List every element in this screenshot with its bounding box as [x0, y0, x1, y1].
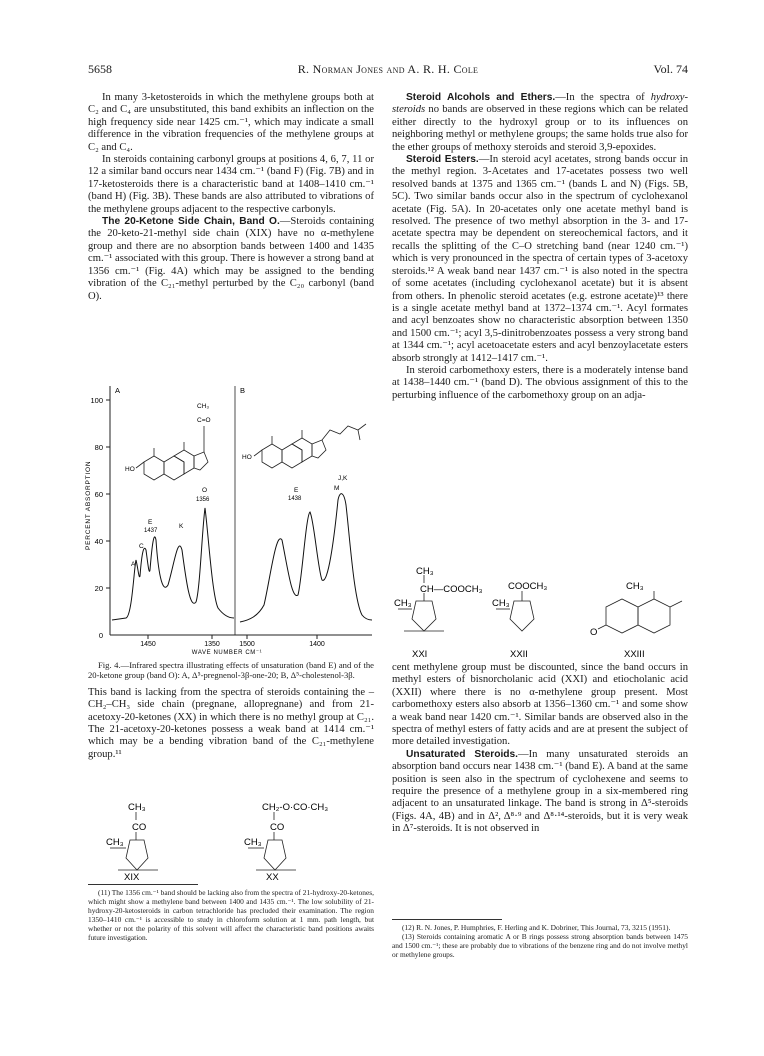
section-esters [392, 154, 688, 365]
xxiii-ring-ch3: CH₃ [626, 581, 644, 592]
xxii-label: XXII [510, 649, 528, 660]
x-ticks [140, 635, 325, 648]
footnote-13: (13) Steroids containing aromatic A or B rings possess strong absorption bands between 1475 and 1500 cm.⁻¹; these are probably due to vibrations of the benzene ring and do not involve methyl or methylene groups. [392, 932, 688, 959]
mol-a-ch3: CH₃ [197, 403, 210, 410]
xxii-ring-ch3: CH₃ [492, 598, 510, 609]
x-tick-label: 1400 [309, 641, 325, 648]
y-tick-label: 80 [94, 443, 103, 452]
section-text: —In many unsaturated steroids an absorption band occurs near 1438 cm.⁻¹ (band E). A band at the same position is seen also in the spectrum of cyclohexene and seems to require the presence of a methylene group in a six-membered ring adjacent to an unsaturated linkage. The band is strong in Δ⁵-steroids (Figs. 4A, 4B) and in Δ², Δ⁸·⁹ and Δ⁸·¹⁴-steroids, but it is very weak in Δ⁷-steroids. It is not observed in [392, 748, 688, 835]
y-axis-label: PERCENT ABSORPTION [85, 460, 92, 550]
band-label: O [202, 487, 208, 494]
y-tick-label: 20 [94, 584, 103, 593]
section-text: —Steroids containing the 20-keto-21-methyl side chain (XIX) have no α-methylene group and there are no absorption bands between 1400 and 1435 cm.⁻¹ associated with this group. There is however a strong band at 1356 cm.⁻¹ (Fig. 4A) which may be assigned to the bending vibration of the C₂₁-methyl perturbed by the C₂₀ carbonyl (band O). [88, 216, 375, 302]
y-tick-label: 40 [94, 537, 103, 546]
section-heading: Unsaturated Steroids. [406, 748, 519, 760]
left-column-lower [88, 660, 374, 761]
xxii-cooch3: COOCH₃ [508, 581, 548, 592]
figure-caption: Fig. 4.—Infrared spectra illustrating effects of unsaturation (band E) and of the 20-ketone group (band O): A, Δ⁵-pregnenol-3β-one-20; B, Δ⁵-cholestenol-3β. [88, 660, 374, 681]
italic-term: hydroxy-steroids [392, 92, 689, 116]
paragraph: In steroids containing carbonyl groups at positions 4, 6, 7, 11 or 12 a similar band occurs near 1434 cm.⁻¹ (band F) (Fig. 7B) and in 17-ketosteroids there is a characteristic band at 1408–1410 cm.⁻¹ (band H) (Fig. 3B). These bands are also attributed to vibrations of the methylene groups adjacent to the respective carbonyls. [88, 154, 374, 215]
y-tick-label: 60 [94, 490, 103, 499]
page-header [88, 62, 688, 78]
panel-a-label: A [115, 386, 121, 395]
footnote-11: (11) The 1356 cm.⁻¹ band should be lacking also from the spectra of 21-hydroxy-20-ketones, which might show a methylene band between 1400 and 1435 cm.⁻¹. The low solubility of 21-hydroxy-20-ketosteroids in carbon tetrachloride has precluded their examination. The region 1350–1410 cm.⁻¹ is accessible to study in chloroform solution at 1 mm. path length, but whether or not the polarity of this solvent will affect the characteristic band positions awaits future investigation. [88, 888, 374, 942]
footnote-rule [392, 919, 502, 920]
paragraph: This band is lacking from the spectra of steroids containing the –CH₂–CH₃ side chain (pregnane, allopregnane) and from 21-acetoxy-20-ketones (XX) in which there is no methyl group at C₂₁. The 21-acetoxy-20-ketones possess a weak band at 1414 cm.⁻¹ which may be a bending vibration band of the C₂₁-methylene group.¹¹ [88, 686, 374, 760]
band-label: K [179, 523, 184, 530]
paragraph: cent methylene group must be discounted, since the band occurs in methyl esters of bisnorcholanic acid (XXI) and etiocholanic acid (XXII) where there is no α-methylene group present. Most carbomethoxy esters also absorb at 1356–1360 cm.⁻¹ and some show a weak band near 1420 cm.⁻¹. Similar bands are observed also in the spectra of methyl esters of fatty acids and are at present the subject of more detailed investigation. [392, 662, 688, 748]
xx-ring-ch3: CH₃ [244, 837, 262, 848]
xix-ch3: CH₃ [128, 802, 146, 813]
xx-co: CO [270, 822, 285, 833]
section-alcohols [392, 92, 688, 154]
xxiii-label: XXIII [624, 649, 645, 660]
xxi-sidechain: CH—COOCH₃ [420, 584, 483, 595]
xxi-ch3: CH₃ [416, 566, 434, 577]
mol-a-ho: HO [125, 466, 135, 473]
band-label: M [334, 485, 340, 492]
footnote-rule [88, 884, 198, 885]
footnotes-right [392, 915, 688, 959]
y-tick-label: 0 [98, 631, 103, 640]
band-label: A [131, 561, 136, 568]
y-tick-label: 100 [90, 396, 103, 405]
footnote-12: (12) R. N. Jones, P. Humphries, F. Herling and K. Dobriner, This Journal, 73, 3215 (1951). [402, 923, 671, 932]
running-authors: R. Norman Jones and A. R. H. Cole [297, 62, 479, 76]
section-heading: Steroid Esters. [406, 154, 479, 166]
x-axis-label: WAVE NUMBER CM⁻¹ [191, 650, 263, 655]
band-label: E [294, 487, 299, 494]
section-heading: Steroid Alcohols and Ethers. [406, 92, 556, 103]
volume-label: Vol. 74 [653, 62, 688, 76]
mol-b-ho: HO [242, 454, 252, 461]
section-text: —In steroid acyl acetates, strong bands occur in the methyl region. 3-Acetates and 17-acetates possess two well resolved bands at 1375 and 1365 cm.⁻¹ (bands L and N) (Figs. 5B, 5C). Two similar bands occur also in the spectrum of cyclohexanol acetate (Fig. 5A). In 20-acetates only one acetate methyl band is resolved. The presence of two methyl absorption in the 3- and 17-acetate spectra may be dependent on stereochemical factors, and it recalls the splitting of the C–O stretching band (near 1240 cm.⁻¹) which is very pronounced in the spectra of certain types of 3-acetoxy steroids.¹² A weak band near 1437 cm.⁻¹ is also noted in the spectra of some acetates (including cyclohexanol acetate) but it is absent from others. In phenolic steroid acetates (e.g. estrone acetate)¹³ there is a single acetate methyl band at 1372–1374 cm.⁻¹. Acyl formates and acyl benzoates show no characteristic absorption between 1350 and 1500 cm.⁻¹; acyl 3,5-dinitrobenzoates possess a very strong band at 1344 cm.⁻¹; acyl acetoacetate esters and acyl benzoylacetate esters absorb strongly at 1412–1417 cm.⁻¹. [392, 154, 689, 364]
footnotes-left [88, 880, 374, 942]
xix-label: XIX [124, 872, 140, 880]
section-heading: The 20-Ketone Side Chain, Band O. [102, 216, 280, 228]
section-unsaturated [392, 749, 688, 836]
xix-co: CO [132, 822, 147, 833]
xx-sidechain: CH₂-O·CO·CH₃ [262, 802, 329, 813]
paragraph: In steroid carbomethoxy esters, there is a moderately intense band at 1438–1440 cm.⁻¹ (band D). The obvious assignment of this to the perturbing influence of the carbomethoxy group on an adja- [392, 364, 688, 401]
molecule-a-structure [136, 426, 208, 480]
band-value: 1438 [288, 496, 302, 502]
right-column [392, 92, 688, 402]
mol-a-co: C=O [197, 417, 211, 424]
x-tick-label: 1350 [204, 641, 220, 648]
page-number: 5658 [88, 62, 112, 76]
band-label: C [139, 543, 144, 550]
section-text: no bands are observed in these regions which can be related either directly to the hydroxyl group or to its influences on neighboring methyl or methylene groups; the same holds true also for the ether groups of methoxy steroids and steroid 3,9-epoxides. [392, 104, 688, 153]
xix-ring-ch3: CH₃ [106, 837, 124, 848]
molecule-b-structure [254, 424, 366, 468]
left-column [88, 92, 374, 303]
right-column-lower [392, 662, 688, 836]
structures-xix-xx [90, 800, 374, 880]
structures-xxi-xxiii [394, 565, 688, 665]
y-ticks [90, 396, 110, 640]
figure-4-spectra [82, 380, 376, 655]
panel-b-label: B [240, 386, 246, 395]
band-value: 1437 [144, 528, 158, 534]
xx-label: XX [266, 872, 279, 880]
xxiii-o: O [590, 627, 598, 638]
spectrum-curve-b [240, 494, 372, 622]
band-label: J,K [338, 475, 348, 482]
x-tick-label: 1450 [140, 641, 156, 648]
xxi-label: XXI [412, 649, 428, 660]
x-tick-label: 1500 [239, 641, 255, 648]
section-ketone [88, 216, 374, 303]
band-value: 1356 [196, 497, 210, 503]
band-label: E [148, 519, 153, 526]
paragraph: In many 3-ketosteroids in which the methylene groups both at C₂ and C₄ are unsubstituted, this band exhibits an inflection on the high frequency side near 1425 cm.⁻¹, which may indicate a small difference in the vibration frequencies of the methylene groups at C₂ and C₄. [88, 92, 374, 153]
xxi-ring-ch3: CH₃ [394, 598, 412, 609]
section-text: —In the spectra of [555, 92, 651, 103]
